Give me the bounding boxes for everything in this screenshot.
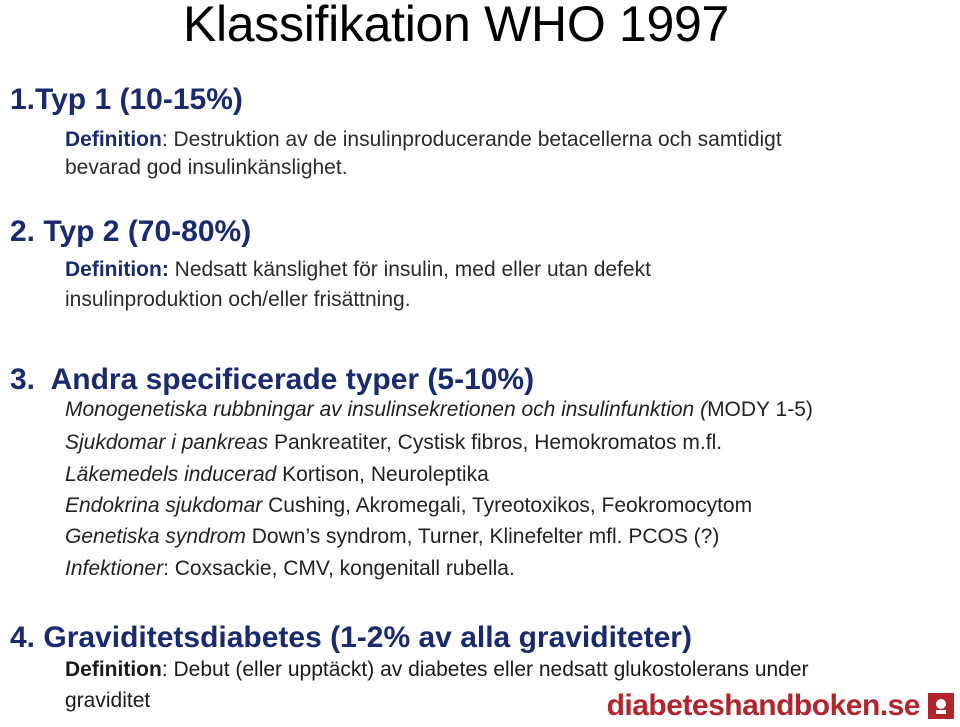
definition-term: Definition	[65, 658, 162, 681]
section-heading: 1.Typ 1 (10-15%)	[10, 83, 243, 116]
type-examples: MODY 1-5)	[707, 398, 813, 421]
logo-mark-icon	[928, 693, 954, 719]
section-heading: 3. Andra specificerade typer (5-10%)	[10, 363, 535, 396]
definition-text: : Destruktion av de insulinproducerande betacellerna och samtidigt	[161, 128, 782, 151]
site-logo: diabeteshandboken.se	[606, 689, 920, 722]
type-examples: Cushing, Akromegali, Tyreotoxikos, Feokromocytom	[268, 494, 753, 517]
definition-line	[65, 657, 809, 683]
section-heading: 4. Graviditetsdiabetes (1-2% av alla graviditeter)	[10, 621, 692, 654]
definition-line	[65, 155, 348, 181]
definition-text: insulinproduktion och/eller frisättning.	[65, 288, 411, 311]
definition-line	[65, 127, 782, 153]
type-examples: Pankreatiter, Cystisk fibros, Hemokromatos m.fl.	[273, 431, 723, 454]
type-line	[65, 397, 813, 423]
type-category: Infektioner	[65, 557, 164, 580]
type-category: Monogenetiska rubbningar av insulinsekretionen och insulinfunktion (	[65, 398, 708, 421]
type-line	[65, 524, 719, 550]
definition-text: : Debut (eller upptäckt) av diabetes eller nedsatt glukostolerans under	[161, 658, 809, 681]
type-line	[65, 556, 515, 582]
page-title: Klassifikation WHO 1997	[182, 0, 730, 52]
section-heading: 2. Typ 2 (70-80%)	[10, 215, 252, 248]
definition-line	[65, 688, 150, 714]
type-category: Genetiska syndrom	[65, 525, 252, 548]
type-line	[65, 430, 722, 456]
type-line	[65, 493, 752, 519]
definition-term: Definition:	[65, 258, 169, 281]
type-category: Läkemedels inducerad	[65, 463, 283, 486]
definition-text: graviditet	[65, 689, 151, 712]
type-examples: Kortison, Neuroleptika	[282, 463, 489, 486]
type-category: Sjukdomar i pankreas	[65, 431, 274, 454]
type-line	[65, 462, 489, 488]
type-category: Endokrina sjukdomar	[65, 494, 269, 517]
definition-line	[65, 287, 411, 313]
type-examples: Down’s syndrom, Turner, Klinefelter mfl. PCOS (?)	[251, 525, 720, 548]
definition-text: bevarad god insulinkänslighet.	[65, 156, 348, 179]
type-examples: : Coxsackie, CMV, kongenitall rubella.	[163, 557, 515, 580]
definition-term: Definition	[65, 128, 162, 151]
definition-line	[65, 257, 651, 283]
definition-text: Nedsatt känslighet för insulin, med eller utan defekt	[168, 258, 651, 281]
